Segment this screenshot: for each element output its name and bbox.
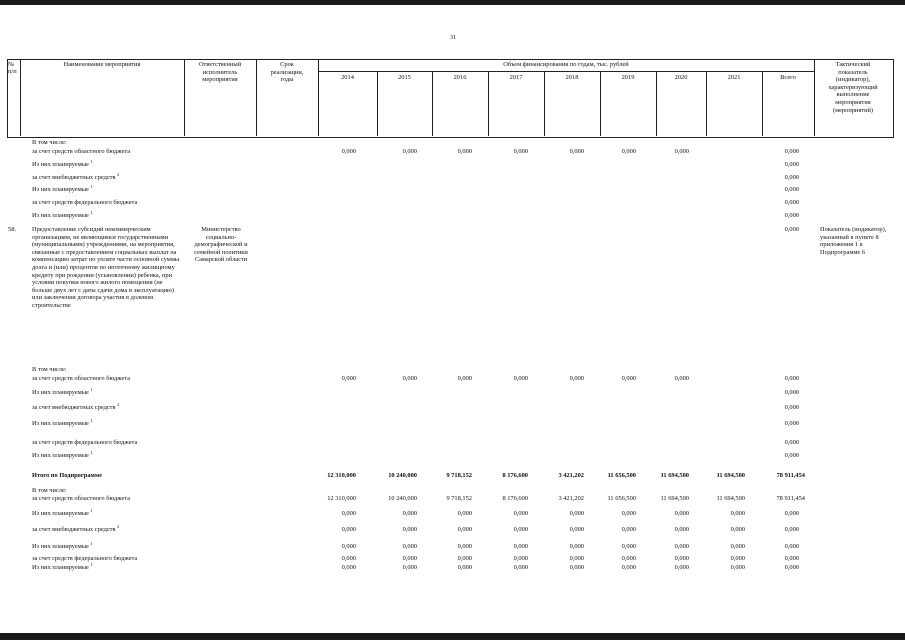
row-label: за счет средств федерального бюджета <box>32 199 138 206</box>
cell-value: 0,000 <box>569 375 584 382</box>
cell-value: 0,000 <box>674 375 689 382</box>
header-year: 2014 <box>341 74 354 81</box>
cell-value: 9 718,152 <box>446 495 472 502</box>
cell-value: 0,000 <box>674 564 689 571</box>
cell-value: 0,000 <box>402 564 417 571</box>
cell-value: 11 694,500 <box>660 495 689 502</box>
cell-value: 0,000 <box>402 526 417 533</box>
cell-value: 0,000 <box>457 375 472 382</box>
row-label: за счет средств федерального бюджета <box>32 555 138 562</box>
cell-value: 0,000 <box>513 564 528 571</box>
cell-value: 0,000 <box>402 510 417 517</box>
cell-value: 0,000 <box>730 564 745 571</box>
cell-value: 0,000 <box>457 543 472 550</box>
row-label: Из них планируемые $^1$ <box>32 562 93 571</box>
header-year: 2015 <box>398 74 411 81</box>
header-year: 2019 <box>621 74 635 81</box>
cell-value: 0,000 <box>569 564 584 571</box>
header-num: № п/п <box>8 61 17 75</box>
cell-value: 0,000 <box>730 543 745 550</box>
row-label: Из них планируемые $^1$ <box>32 184 93 193</box>
cell-value: 0,000 <box>402 555 417 562</box>
header-financing: Объем финансирования по годам, тыс. рублей <box>503 61 629 68</box>
row-label: за счет внебюджетных средств $^2$ <box>32 402 120 411</box>
section-intro: В том числе: <box>32 366 67 373</box>
header-year: 2021 <box>727 74 741 81</box>
cell-value: 0,000 <box>569 543 584 550</box>
cell-value: 0,000 <box>784 526 799 533</box>
header-year: 2018 <box>565 74 579 81</box>
cell-value: 0,000 <box>674 555 689 562</box>
cell-value: 0,000 <box>341 543 356 550</box>
cell-value: 12 310,000 <box>327 495 356 502</box>
cell-value: 0,000 <box>784 452 799 459</box>
cell-value: 78 911,454 <box>776 472 805 479</box>
cell-value: 0,000 <box>784 174 799 181</box>
cell-value: 0,000 <box>784 375 799 382</box>
section-intro: В том числе: <box>32 487 67 494</box>
cell-value: 0,000 <box>457 148 472 155</box>
cell-value: 11 656,500 <box>607 472 636 479</box>
cell-value: 0,000 <box>674 543 689 550</box>
row-label: за счет внебюджетных средств $^2$ <box>32 172 120 181</box>
cell-value: 0,000 <box>674 510 689 517</box>
row-label: Из них планируемые $^1$ <box>32 541 93 550</box>
section-intro: В том числе: <box>32 139 67 146</box>
item-number: 58. <box>8 226 16 233</box>
cell-value: 0,000 <box>784 161 799 168</box>
cell-value: 0,000 <box>569 555 584 562</box>
header-indicator: Тактический показатель (индикатор), характеризующий выполнение мероприятия (мероприятий) <box>828 61 878 114</box>
row-label: Из них планируемые $^1$ <box>32 450 93 459</box>
cell-value: 0,000 <box>784 420 799 427</box>
cell-value: 0,000 <box>457 555 472 562</box>
row-label: Из них планируемые $^1$ <box>32 387 93 396</box>
header-total: Всего <box>780 74 796 81</box>
cell-value: 0,000 <box>784 564 799 571</box>
header-name: Наименование мероприятия <box>63 61 141 68</box>
page-number: 31 <box>450 35 456 41</box>
cell-value: 0,000 <box>569 148 584 155</box>
row-label: за счет средств областного бюджета <box>32 375 131 382</box>
cell-value: 0,000 <box>784 404 799 411</box>
cell-value: 3 421,202 <box>558 472 584 479</box>
cell-value: 0,000 <box>402 375 417 382</box>
item-indicator: Показатель (индикатор), указанный в пункте 8 приложения 1 к Подпрограмме 6 <box>820 226 887 256</box>
cell-value: 0,000 <box>621 148 636 155</box>
row-label: за счет средств областного бюджета <box>32 495 131 502</box>
row-label: за счет внебюджетных средств $^2$ <box>32 524 120 533</box>
row-label: за счет средств областного бюджета <box>32 148 131 155</box>
cell-value: 0,000 <box>513 543 528 550</box>
cell-value: 0,000 <box>341 148 356 155</box>
cell-value: 0,000 <box>784 555 799 562</box>
cell-value: 10 240,000 <box>388 472 417 479</box>
cell-value: 0,000 <box>457 564 472 571</box>
cell-value: 0,000 <box>621 564 636 571</box>
cell-value: 12 310,000 <box>327 472 356 479</box>
cell-value: 0,000 <box>457 510 472 517</box>
cell-value: 0,000 <box>621 543 636 550</box>
scan-top-edge <box>0 0 905 5</box>
cell-value: 0,000 <box>513 148 528 155</box>
cell-value: 0,000 <box>341 510 356 517</box>
row-label: Из них планируемые $^1$ <box>32 418 93 427</box>
cell-value: 78 911,454 <box>776 495 805 502</box>
header-year: 2020 <box>674 74 688 81</box>
cell-value: 0,000 <box>569 526 584 533</box>
cell-value: 11 694,500 <box>660 472 689 479</box>
cell-value: 0,000 <box>621 555 636 562</box>
cell-value: 0,000 <box>621 375 636 382</box>
cell-value: 0,000 <box>341 526 356 533</box>
cell-value: 3 421,202 <box>558 495 584 502</box>
header-term: Срок реализации, годы <box>270 61 304 84</box>
cell-value: 9 718,152 <box>446 472 472 479</box>
cell-value: 0,000 <box>402 543 417 550</box>
cell-value: 0,000 <box>457 526 472 533</box>
item-responsible: Министерство социально-демографической и семейной политики Самарской области <box>194 226 248 264</box>
row-label: Из них планируемые $^1$ <box>32 159 93 168</box>
scan-bottom-edge <box>0 633 905 640</box>
cell-value: 0,000 <box>784 510 799 517</box>
cell-value: 0,000 <box>621 526 636 533</box>
header-year: 2016 <box>453 74 467 81</box>
cell-value: 0,000 <box>513 510 528 517</box>
cell-value: 0,000 <box>730 555 745 562</box>
cell-value: 11 694,500 <box>716 495 745 502</box>
row-label: Из них планируемые $^1$ <box>32 508 93 517</box>
cell-value: 0,000 <box>784 199 799 206</box>
item-total: 0,000 <box>784 226 799 233</box>
row-label: Из них планируемые $^1$ <box>32 210 93 219</box>
cell-value: 0,000 <box>341 564 356 571</box>
header-divider <box>318 71 814 72</box>
cell-value: 0,000 <box>674 148 689 155</box>
cell-value: 0,000 <box>784 439 799 446</box>
cell-value: 0,000 <box>341 375 356 382</box>
cell-value: 0,000 <box>341 555 356 562</box>
cell-value: 0,000 <box>513 526 528 533</box>
cell-value: 0,000 <box>784 186 799 193</box>
cell-value: 0,000 <box>730 526 745 533</box>
cell-value: 8 176,600 <box>502 495 528 502</box>
cell-value: 0,000 <box>784 543 799 550</box>
total-title: Итого по Подпрограмме <box>32 472 103 479</box>
item-name: Предоставление субсидий некоммерческим организациям, не являющимся государственными (муниципальными) учреждениями, на мероприятия, связанные с предоставлением социальных выплат на компенсацию затрат по уплате части основной суммы долга и (или) процентов по ипотечному жилищному кредиту при рождении (усыновлении) ребенка, при условии покупки нового жилого помещения (не больше двух лет с даты сдачи дома в эксплуатацию) или заключения договора участия в долевом строительстве <box>32 226 180 309</box>
cell-value: 8 176,600 <box>502 472 528 479</box>
cell-value: 0,000 <box>674 526 689 533</box>
cell-value: 0,000 <box>730 510 745 517</box>
cell-value: 0,000 <box>513 555 528 562</box>
cell-value: 0,000 <box>621 510 636 517</box>
cell-value: 0,000 <box>569 510 584 517</box>
cell-value: 0,000 <box>784 389 799 396</box>
cell-value: 0,000 <box>784 148 799 155</box>
cell-value: 0,000 <box>784 212 799 219</box>
header-year: 2017 <box>509 74 523 81</box>
cell-value: 0,000 <box>513 375 528 382</box>
cell-value: 11 694,500 <box>716 472 745 479</box>
row-label: за счет средств федерального бюджета <box>32 439 138 446</box>
cell-value: 11 656,500 <box>607 495 636 502</box>
cell-value: 0,000 <box>402 148 417 155</box>
header-responsible: Ответственный исполнитель мероприятия <box>198 61 242 84</box>
header-divider <box>20 59 21 136</box>
cell-value: 10 240,000 <box>388 495 417 502</box>
